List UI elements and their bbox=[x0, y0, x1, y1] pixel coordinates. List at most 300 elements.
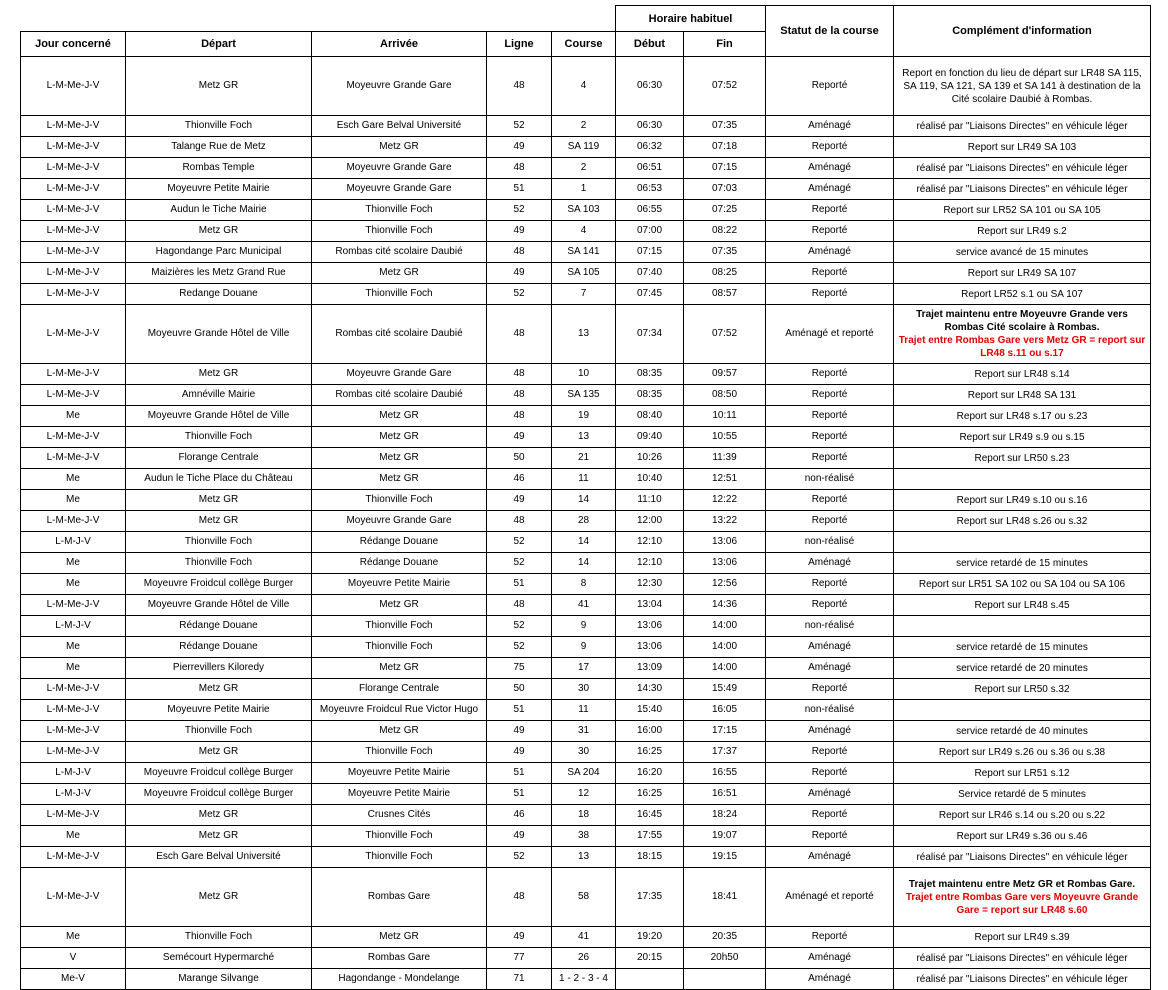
cell-course: 14 bbox=[552, 490, 616, 511]
cell-course: SA 105 bbox=[552, 263, 616, 284]
cell-jour: L-M-Me-J-V bbox=[21, 448, 126, 469]
cell-debut: 13:06 bbox=[616, 616, 684, 637]
cell-complement bbox=[894, 406, 1151, 427]
cell-complement bbox=[894, 284, 1151, 305]
cell-jour: Me bbox=[21, 553, 126, 574]
cell-statut: Reporté bbox=[766, 57, 894, 116]
info-line: service retardé de 40 minutes bbox=[956, 725, 1088, 737]
cell-arrivee: Crusnes Cités bbox=[312, 805, 487, 826]
cell-course: 13 bbox=[552, 305, 616, 364]
cell-jour: Me bbox=[21, 927, 126, 948]
cell-complement bbox=[894, 868, 1151, 927]
cell-course: 2 bbox=[552, 158, 616, 179]
table-row bbox=[21, 116, 1151, 137]
cell-depart: Metz GR bbox=[126, 805, 312, 826]
cell-course: 21 bbox=[552, 448, 616, 469]
cell-statut: Reporté bbox=[766, 927, 894, 948]
cell-fin: 08:50 bbox=[684, 385, 766, 406]
cell-arrivee: Esch Gare Belval Université bbox=[312, 116, 487, 137]
cell-complement bbox=[894, 116, 1151, 137]
cell-ligne: 48 bbox=[487, 242, 552, 263]
cell-course: 14 bbox=[552, 553, 616, 574]
table-row bbox=[21, 263, 1151, 284]
cell-complement bbox=[894, 679, 1151, 700]
cell-fin: 12:22 bbox=[684, 490, 766, 511]
cell-complement bbox=[894, 137, 1151, 158]
cell-debut: 19:20 bbox=[616, 927, 684, 948]
cell-arrivee: Rombas Gare bbox=[312, 948, 487, 969]
cell-debut: 16:20 bbox=[616, 763, 684, 784]
cell-course: SA 103 bbox=[552, 200, 616, 221]
cell-depart: Thionville Foch bbox=[126, 927, 312, 948]
cell-complement bbox=[894, 553, 1151, 574]
cell-ligne: 52 bbox=[487, 200, 552, 221]
table-body bbox=[21, 57, 1151, 990]
table-row bbox=[21, 221, 1151, 242]
cell-complement bbox=[894, 511, 1151, 532]
cell-jour: L-M-Me-J-V bbox=[21, 721, 126, 742]
cell-depart: Metz GR bbox=[126, 57, 312, 116]
cell-jour: L-M-Me-J-V bbox=[21, 137, 126, 158]
cell-arrivee: Rombas Gare bbox=[312, 868, 487, 927]
cell-arrivee: Thionville Foch bbox=[312, 637, 487, 658]
cell-jour: L-M-Me-J-V bbox=[21, 700, 126, 721]
table-row bbox=[21, 927, 1151, 948]
cell-complement bbox=[894, 364, 1151, 385]
cell-arrivee: Rombas cité scolaire Daubié bbox=[312, 385, 487, 406]
cell-jour: Me-V bbox=[21, 969, 126, 990]
cell-complement bbox=[894, 385, 1151, 406]
cell-depart: Amnéville Mairie bbox=[126, 385, 312, 406]
cell-ligne: 48 bbox=[487, 406, 552, 427]
cell-ligne: 48 bbox=[487, 595, 552, 616]
cell-complement bbox=[894, 574, 1151, 595]
cell-statut: Aménagé bbox=[766, 179, 894, 200]
cell-jour: L-M-Me-J-V bbox=[21, 263, 126, 284]
cell-depart: Thionville Foch bbox=[126, 553, 312, 574]
cell-fin: 13:06 bbox=[684, 553, 766, 574]
cell-complement bbox=[894, 179, 1151, 200]
cell-fin: 11:39 bbox=[684, 448, 766, 469]
cell-depart: Talange Rue de Metz bbox=[126, 137, 312, 158]
cell-statut: Reporté bbox=[766, 364, 894, 385]
table-row bbox=[21, 700, 1151, 721]
header-complement: Complément d'information bbox=[894, 6, 1151, 57]
cell-ligne: 52 bbox=[487, 616, 552, 637]
header-arrivee: Arrivée bbox=[312, 32, 487, 57]
cell-ligne: 50 bbox=[487, 448, 552, 469]
table-row bbox=[21, 616, 1151, 637]
cell-statut: Reporté bbox=[766, 284, 894, 305]
info-line: Report sur LR49 SA 107 bbox=[967, 267, 1077, 279]
table-row bbox=[21, 721, 1151, 742]
cell-ligne: 48 bbox=[487, 158, 552, 179]
cell-depart: Rédange Douane bbox=[126, 637, 312, 658]
header-statut: Statut de la course bbox=[766, 6, 894, 57]
cell-depart: Moyeuvre Petite Mairie bbox=[126, 179, 312, 200]
info-line: Report en fonction du lieu de départ sur LR48 SA 115, SA 119, SA 121, SA 139 et SA 141 à destination de la Cité scolaire Daubié à Rombas. bbox=[902, 67, 1142, 105]
info-line: réalisé par "Liaisons Directes" en véhicule léger bbox=[916, 952, 1128, 964]
cell-ligne: 52 bbox=[487, 637, 552, 658]
info-line: réalisé par "Liaisons Directes" en véhicule léger bbox=[916, 973, 1128, 985]
cell-jour: Me bbox=[21, 469, 126, 490]
info-line: Report sur LR50 s.32 bbox=[974, 683, 1070, 695]
header-course: Course bbox=[552, 32, 616, 57]
table-row bbox=[21, 511, 1151, 532]
cell-debut: 06:32 bbox=[616, 137, 684, 158]
cell-course: 11 bbox=[552, 700, 616, 721]
cell-arrivee: Thionville Foch bbox=[312, 221, 487, 242]
info-line: Report sur LR49 s.26 ou s.36 ou s.38 bbox=[938, 746, 1106, 758]
table-row bbox=[21, 532, 1151, 553]
info-line: réalisé par "Liaisons Directes" en véhicule léger bbox=[916, 183, 1128, 195]
cell-jour: L-M-Me-J-V bbox=[21, 200, 126, 221]
cell-course: 13 bbox=[552, 427, 616, 448]
table-row bbox=[21, 969, 1151, 990]
header-depart: Départ bbox=[126, 32, 312, 57]
cell-depart: Metz GR bbox=[126, 511, 312, 532]
cell-statut: Reporté bbox=[766, 742, 894, 763]
cell-debut: 17:35 bbox=[616, 868, 684, 927]
cell-fin: 07:35 bbox=[684, 242, 766, 263]
cell-complement bbox=[894, 700, 1151, 721]
cell-statut: non-réalisé bbox=[766, 469, 894, 490]
cell-ligne: 49 bbox=[487, 742, 552, 763]
cell-arrivee: Thionville Foch bbox=[312, 616, 487, 637]
cell-ligne: 50 bbox=[487, 679, 552, 700]
cell-debut: 13:04 bbox=[616, 595, 684, 616]
cell-course: 2 bbox=[552, 116, 616, 137]
cell-statut: Aménagé bbox=[766, 658, 894, 679]
cell-statut: Reporté bbox=[766, 448, 894, 469]
info-line: Trajet entre Rombas Gare vers Metz GR = report sur LR48 s.11 ou s.17 bbox=[898, 335, 1146, 359]
cell-debut: 06:55 bbox=[616, 200, 684, 221]
cell-ligne: 71 bbox=[487, 969, 552, 990]
cell-arrivee: Metz GR bbox=[312, 658, 487, 679]
cell-arrivee: Moyeuvre Grande Gare bbox=[312, 158, 487, 179]
cell-fin: 14:36 bbox=[684, 595, 766, 616]
cell-complement bbox=[894, 242, 1151, 263]
cell-jour: L-M-Me-J-V bbox=[21, 385, 126, 406]
cell-debut: 11:10 bbox=[616, 490, 684, 511]
cell-fin: 07:25 bbox=[684, 200, 766, 221]
cell-debut: 12:00 bbox=[616, 511, 684, 532]
cell-depart: Esch Gare Belval Université bbox=[126, 847, 312, 868]
cell-arrivee: Moyeuvre Petite Mairie bbox=[312, 574, 487, 595]
cell-fin: 08:25 bbox=[684, 263, 766, 284]
cell-course: SA 204 bbox=[552, 763, 616, 784]
cell-statut: Aménagé bbox=[766, 784, 894, 805]
cell-jour: L-M-Me-J-V bbox=[21, 158, 126, 179]
cell-jour: L-M-Me-J-V bbox=[21, 284, 126, 305]
cell-fin: 13:22 bbox=[684, 511, 766, 532]
cell-complement bbox=[894, 763, 1151, 784]
cell-complement bbox=[894, 969, 1151, 990]
cell-ligne: 48 bbox=[487, 305, 552, 364]
cell-course: SA 119 bbox=[552, 137, 616, 158]
header-fin: Fin bbox=[684, 32, 766, 57]
cell-jour: L-M-Me-J-V bbox=[21, 868, 126, 927]
cell-ligne: 48 bbox=[487, 385, 552, 406]
header-jour: Jour concerné bbox=[21, 32, 126, 57]
cell-ligne: 51 bbox=[487, 574, 552, 595]
cell-statut: Reporté bbox=[766, 427, 894, 448]
cell-fin: 17:15 bbox=[684, 721, 766, 742]
cell-statut: Reporté bbox=[766, 137, 894, 158]
cell-course: 26 bbox=[552, 948, 616, 969]
cell-jour: L-M-Me-J-V bbox=[21, 57, 126, 116]
cell-ligne: 51 bbox=[487, 784, 552, 805]
header-row-top bbox=[21, 6, 1151, 32]
table-row bbox=[21, 784, 1151, 805]
cell-statut: Reporté bbox=[766, 805, 894, 826]
cell-depart: Audun le Tiche Mairie bbox=[126, 200, 312, 221]
cell-debut: 20:15 bbox=[616, 948, 684, 969]
info-line: Report sur LR48 s.26 ou s.32 bbox=[956, 515, 1088, 527]
cell-statut: non-réalisé bbox=[766, 616, 894, 637]
info-line: Report sur LR51 s.12 bbox=[974, 767, 1070, 779]
cell-statut: Reporté bbox=[766, 595, 894, 616]
cell-depart: Thionville Foch bbox=[126, 116, 312, 137]
cell-fin: 10:11 bbox=[684, 406, 766, 427]
cell-depart: Semécourt Hypermarché bbox=[126, 948, 312, 969]
cell-course: SA 141 bbox=[552, 242, 616, 263]
cell-course: 13 bbox=[552, 847, 616, 868]
cell-arrivee: Metz GR bbox=[312, 406, 487, 427]
cell-depart: Hagondange Parc Municipal bbox=[126, 242, 312, 263]
cell-debut: 12:10 bbox=[616, 553, 684, 574]
cell-ligne: 52 bbox=[487, 116, 552, 137]
cell-fin: 09:57 bbox=[684, 364, 766, 385]
cell-depart: Thionville Foch bbox=[126, 721, 312, 742]
cell-fin: 13:06 bbox=[684, 532, 766, 553]
cell-complement bbox=[894, 200, 1151, 221]
cell-jour: L-M-Me-J-V bbox=[21, 847, 126, 868]
cell-statut: Aménagé bbox=[766, 969, 894, 990]
cell-complement bbox=[894, 427, 1151, 448]
info-line: Trajet maintenu entre Moyeuvre Grande vers Rombas Cité scolaire à Rombas. bbox=[916, 309, 1128, 333]
cell-jour: Me bbox=[21, 826, 126, 847]
cell-debut: 06:30 bbox=[616, 57, 684, 116]
cell-jour: L-M-J-V bbox=[21, 616, 126, 637]
cell-debut: 06:30 bbox=[616, 116, 684, 137]
cell-fin: 12:56 bbox=[684, 574, 766, 595]
cell-statut: Aménagé bbox=[766, 847, 894, 868]
table-row bbox=[21, 553, 1151, 574]
cell-complement bbox=[894, 57, 1151, 116]
cell-ligne: 49 bbox=[487, 221, 552, 242]
cell-arrivee: Florange Centrale bbox=[312, 679, 487, 700]
cell-debut: 16:45 bbox=[616, 805, 684, 826]
cell-depart: Metz GR bbox=[126, 742, 312, 763]
cell-debut: 12:30 bbox=[616, 574, 684, 595]
cell-course: 11 bbox=[552, 469, 616, 490]
cell-course: 10 bbox=[552, 364, 616, 385]
info-line: Report sur LR49 s.10 ou s.16 bbox=[956, 494, 1088, 506]
cell-debut: 08:35 bbox=[616, 364, 684, 385]
cell-course: 9 bbox=[552, 616, 616, 637]
cell-fin: 07:52 bbox=[684, 305, 766, 364]
table-row bbox=[21, 948, 1151, 969]
cell-ligne: 48 bbox=[487, 511, 552, 532]
cell-arrivee: Moyeuvre Grande Gare bbox=[312, 511, 487, 532]
cell-debut: 07:34 bbox=[616, 305, 684, 364]
table-row bbox=[21, 242, 1151, 263]
cell-jour: Me bbox=[21, 406, 126, 427]
cell-debut: 07:40 bbox=[616, 263, 684, 284]
cell-debut: 18:15 bbox=[616, 847, 684, 868]
info-line: Trajet maintenu entre Metz GR et Rombas Gare. bbox=[908, 878, 1136, 890]
info-line: Report sur LR46 s.14 ou s.20 ou s.22 bbox=[938, 809, 1106, 821]
cell-debut: 06:51 bbox=[616, 158, 684, 179]
cell-depart: Moyeuvre Froidcul collège Burger bbox=[126, 784, 312, 805]
cell-course: 12 bbox=[552, 784, 616, 805]
cell-depart: Florange Centrale bbox=[126, 448, 312, 469]
table-row bbox=[21, 490, 1151, 511]
cell-ligne: 46 bbox=[487, 805, 552, 826]
table-row bbox=[21, 826, 1151, 847]
cell-arrivee: Rédange Douane bbox=[312, 532, 487, 553]
cell-course: 17 bbox=[552, 658, 616, 679]
cell-fin: 16:05 bbox=[684, 700, 766, 721]
cell-depart: Metz GR bbox=[126, 364, 312, 385]
info-line: service retardé de 15 minutes bbox=[956, 641, 1088, 653]
cell-depart: Maizières les Metz Grand Rue bbox=[126, 263, 312, 284]
cell-fin: 08:22 bbox=[684, 221, 766, 242]
cell-statut: Aménagé bbox=[766, 637, 894, 658]
cell-depart: Moyeuvre Petite Mairie bbox=[126, 700, 312, 721]
table-row bbox=[21, 385, 1151, 406]
cell-debut: 10:26 bbox=[616, 448, 684, 469]
cell-arrivee: Thionville Foch bbox=[312, 490, 487, 511]
cell-statut: Reporté bbox=[766, 490, 894, 511]
info-line: Report sur LR48 s.45 bbox=[974, 599, 1070, 611]
cell-jour: L-M-Me-J-V bbox=[21, 511, 126, 532]
cell-debut: 14:30 bbox=[616, 679, 684, 700]
cell-fin: 20h50 bbox=[684, 948, 766, 969]
cell-fin: 16:55 bbox=[684, 763, 766, 784]
cell-course: 41 bbox=[552, 927, 616, 948]
cell-course: 7 bbox=[552, 284, 616, 305]
cell-depart: Redange Douane bbox=[126, 284, 312, 305]
cell-jour: L-M-J-V bbox=[21, 532, 126, 553]
cell-depart: Moyeuvre Grande Hôtel de Ville bbox=[126, 595, 312, 616]
cell-jour: L-M-Me-J-V bbox=[21, 742, 126, 763]
cell-complement bbox=[894, 805, 1151, 826]
cell-debut: 12:10 bbox=[616, 532, 684, 553]
cell-arrivee: Moyeuvre Petite Mairie bbox=[312, 763, 487, 784]
cell-arrivee: Metz GR bbox=[312, 595, 487, 616]
cell-arrivee: Metz GR bbox=[312, 448, 487, 469]
cell-course: 31 bbox=[552, 721, 616, 742]
cell-arrivee: Moyeuvre Grande Gare bbox=[312, 364, 487, 385]
cell-debut: 08:35 bbox=[616, 385, 684, 406]
cell-complement bbox=[894, 595, 1151, 616]
cell-statut: non-réalisé bbox=[766, 532, 894, 553]
cell-ligne: 52 bbox=[487, 553, 552, 574]
table-row bbox=[21, 679, 1151, 700]
cell-depart: Marange Silvange bbox=[126, 969, 312, 990]
cell-statut: Aménagé bbox=[766, 242, 894, 263]
info-line: Report sur LR52 SA 101 ou SA 105 bbox=[943, 204, 1101, 216]
cell-debut: 06:53 bbox=[616, 179, 684, 200]
cell-depart: Thionville Foch bbox=[126, 427, 312, 448]
info-line: Service retardé de 5 minutes bbox=[958, 788, 1086, 800]
info-line: Report sur LR49 s.9 ou s.15 bbox=[959, 431, 1085, 443]
cell-arrivee: Metz GR bbox=[312, 137, 487, 158]
cell-statut: Reporté bbox=[766, 574, 894, 595]
cell-complement bbox=[894, 158, 1151, 179]
cell-ligne: 52 bbox=[487, 284, 552, 305]
cell-course: 14 bbox=[552, 532, 616, 553]
cell-ligne: 49 bbox=[487, 263, 552, 284]
cell-arrivee: Rédange Douane bbox=[312, 553, 487, 574]
cell-statut: Aménagé bbox=[766, 553, 894, 574]
cell-ligne: 52 bbox=[487, 847, 552, 868]
cell-fin: 07:52 bbox=[684, 57, 766, 116]
cell-jour: L-M-Me-J-V bbox=[21, 221, 126, 242]
cell-debut: 15:40 bbox=[616, 700, 684, 721]
cell-arrivee: Metz GR bbox=[312, 469, 487, 490]
table-row bbox=[21, 574, 1151, 595]
cell-ligne: 49 bbox=[487, 927, 552, 948]
cell-ligne: 49 bbox=[487, 721, 552, 742]
cell-course: 1 bbox=[552, 179, 616, 200]
cell-depart: Thionville Foch bbox=[126, 532, 312, 553]
cell-complement bbox=[894, 847, 1151, 868]
table-row bbox=[21, 284, 1151, 305]
cell-fin: 18:24 bbox=[684, 805, 766, 826]
cell-statut: Aménagé bbox=[766, 116, 894, 137]
table-row bbox=[21, 763, 1151, 784]
cell-debut bbox=[616, 969, 684, 990]
cell-statut: Aménagé bbox=[766, 721, 894, 742]
cell-jour: L-M-Me-J-V bbox=[21, 595, 126, 616]
info-line: Trajet entre Rombas Gare vers Moyeuvre Grande Gare = report sur LR48 s.60 bbox=[905, 891, 1139, 916]
cell-depart: Rédange Douane bbox=[126, 616, 312, 637]
info-line: Report sur LR51 SA 102 ou SA 104 ou SA 106 bbox=[918, 578, 1126, 590]
cell-ligne: 48 bbox=[487, 364, 552, 385]
cell-course: 38 bbox=[552, 826, 616, 847]
cell-complement bbox=[894, 532, 1151, 553]
cell-depart: Moyeuvre Grande Hôtel de Ville bbox=[126, 406, 312, 427]
cell-arrivee: Rombas cité scolaire Daubié bbox=[312, 305, 487, 364]
info-line: Report sur LR50 s.23 bbox=[974, 452, 1070, 464]
schedule-table bbox=[20, 5, 1151, 990]
table-row bbox=[21, 137, 1151, 158]
cell-depart: Moyeuvre Froidcul collège Burger bbox=[126, 763, 312, 784]
info-line: service retardé de 15 minutes bbox=[956, 557, 1088, 569]
cell-statut: Reporté bbox=[766, 679, 894, 700]
cell-statut: Reporté bbox=[766, 406, 894, 427]
table-row bbox=[21, 364, 1151, 385]
cell-arrivee: Metz GR bbox=[312, 927, 487, 948]
cell-statut: Reporté bbox=[766, 263, 894, 284]
cell-fin: 14:00 bbox=[684, 616, 766, 637]
cell-jour: Me bbox=[21, 574, 126, 595]
table-row bbox=[21, 57, 1151, 116]
cell-course: 8 bbox=[552, 574, 616, 595]
cell-complement bbox=[894, 742, 1151, 763]
table-row bbox=[21, 595, 1151, 616]
cell-jour: Me bbox=[21, 637, 126, 658]
cell-fin: 12:51 bbox=[684, 469, 766, 490]
cell-fin: 19:07 bbox=[684, 826, 766, 847]
info-line: Report sur LR48 s.14 bbox=[974, 368, 1070, 380]
cell-jour: L-M-Me-J-V bbox=[21, 242, 126, 263]
cell-course: 30 bbox=[552, 679, 616, 700]
cell-statut: Aménagé bbox=[766, 158, 894, 179]
